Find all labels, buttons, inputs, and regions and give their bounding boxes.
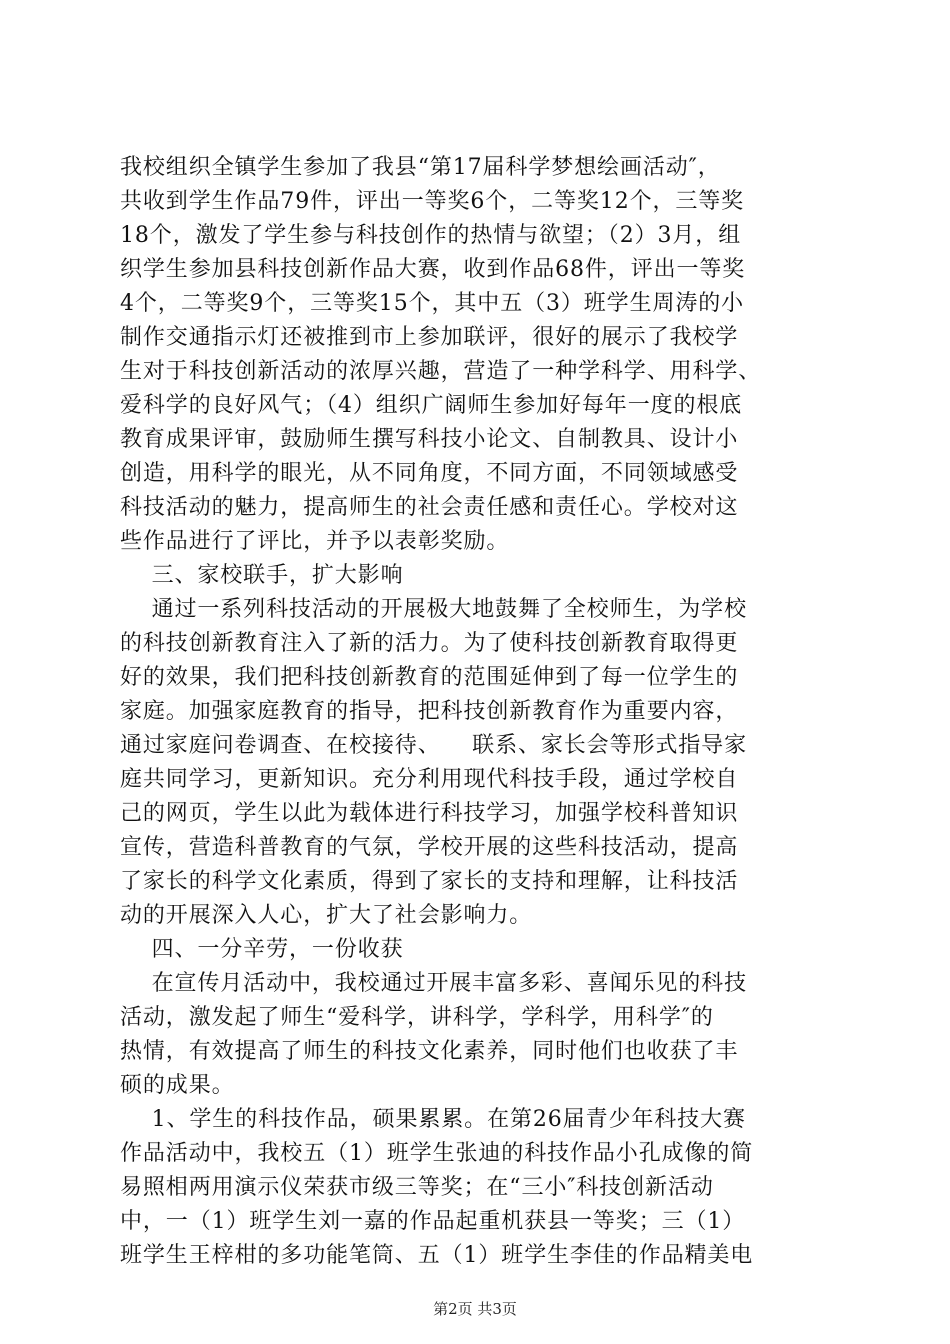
text-line: 硕的成果。 xyxy=(120,1073,235,1098)
text-line: 爱科学的良好风气；（4）组织广阔师生参加好每年一度的根底 xyxy=(120,393,743,418)
text-line: 织学生参加县科技创新作品大赛，收到作品68件，评出一等奖 xyxy=(120,257,746,282)
text-line: 庭共同学习，更新知识。充分利用现代科技手段，通过学校自 xyxy=(120,767,739,792)
text-line: 家庭。加强家庭教育的指导，把科技创新教育作为重要内容， xyxy=(120,699,739,724)
text-line: 1、学生的科技作品，硕果累累。在第26届青少年科技大赛 xyxy=(120,1107,746,1132)
text-line: 教育成果评审，鼓励师生撰写科技小论文、自制教具、设计小 xyxy=(120,427,739,452)
text-line: 的科技创新教育注入了新的活力。为了使科技创新教育取得更 xyxy=(120,631,739,656)
text-line: 4个，二等奖9个，三等奖15个，其中五（3）班学生周涛的小 xyxy=(120,291,745,316)
text-line: 科技活动的魅力，提高师生的社会责任感和责任心。学校对这 xyxy=(120,495,739,520)
section-heading: 四、一分辛劳，一份收获 xyxy=(120,937,404,962)
text-line: 活动，激发起了师生“爱科学，讲科学，学科学，用科学″的 xyxy=(120,1005,714,1030)
text-line: 了家长的科学文化素质，得到了家长的支持和理解，让科技活 xyxy=(120,869,739,894)
text-line: 动的开展深入人心，扩大了社会影响力。 xyxy=(120,903,533,928)
text-line: 通过一系列科技活动的开展极大地鼓舞了全校师生，为学校 xyxy=(120,597,747,622)
text-line: 共收到学生作品79件，评出一等奖6个，二等奖12个，三等奖 xyxy=(120,189,745,214)
text-line: 我校组织全镇学生参加了我县“第17届科学梦想绘画活动″， xyxy=(120,155,721,180)
text-line: 作品活动中，我校五（1）班学生张迪的科技作品小孔成像的简 xyxy=(120,1141,754,1166)
text-line: 宣传，营造科普教育的气氛，学校开展的这些科技活动，提高 xyxy=(120,835,739,860)
text-line: 创造，用科学的眼光，从不同角度，不同方面，不同领域感受 xyxy=(120,461,739,486)
text-line: 己的网页，学生以此为载体进行科技学习，加强学校科普知识 xyxy=(120,801,739,826)
text-line: 制作交通指示灯还被推到市上参加联评，很好的展示了我校学 xyxy=(120,325,739,350)
page-number: 第2页 共3页 xyxy=(433,1300,517,1318)
text-line: 热情，有效提高了师生的科技文化素养，同时他们也收获了丰 xyxy=(120,1039,739,1064)
text-line: 中，一（1）班学生刘一嘉的作品起重机获县一等奖；三（1） xyxy=(120,1209,746,1234)
section-heading: 三、家校联手，扩大影响 xyxy=(120,563,404,588)
text-line: 生对于科技创新活动的浓厚兴趣，营造了一种学科学、用科学、 xyxy=(120,359,762,384)
text-line: 好的效果，我们把科技创新教育的范围延伸到了每一位学生的 xyxy=(120,665,739,690)
text-line: 18个，激发了学生参与科技创作的热情与欲望；（2）3月，组 xyxy=(120,223,742,248)
text-line: 易照相两用演示仪荣获市级三等奖；在“三小″科技创新活动 xyxy=(120,1175,714,1200)
text-line: 些作品进行了评比，并予以表彰奖励。 xyxy=(120,529,510,554)
text-line: 通过家庭问卷调查、在校接待、 联系、家长会等形式指导家 xyxy=(120,733,747,758)
text-line: 在宣传月活动中，我校通过开展丰富多彩、喜闻乐见的科技 xyxy=(120,971,747,996)
text-line: 班学生王梓柑的多功能笔筒、五（1）班学生李佳的作品精美电 xyxy=(120,1243,754,1268)
